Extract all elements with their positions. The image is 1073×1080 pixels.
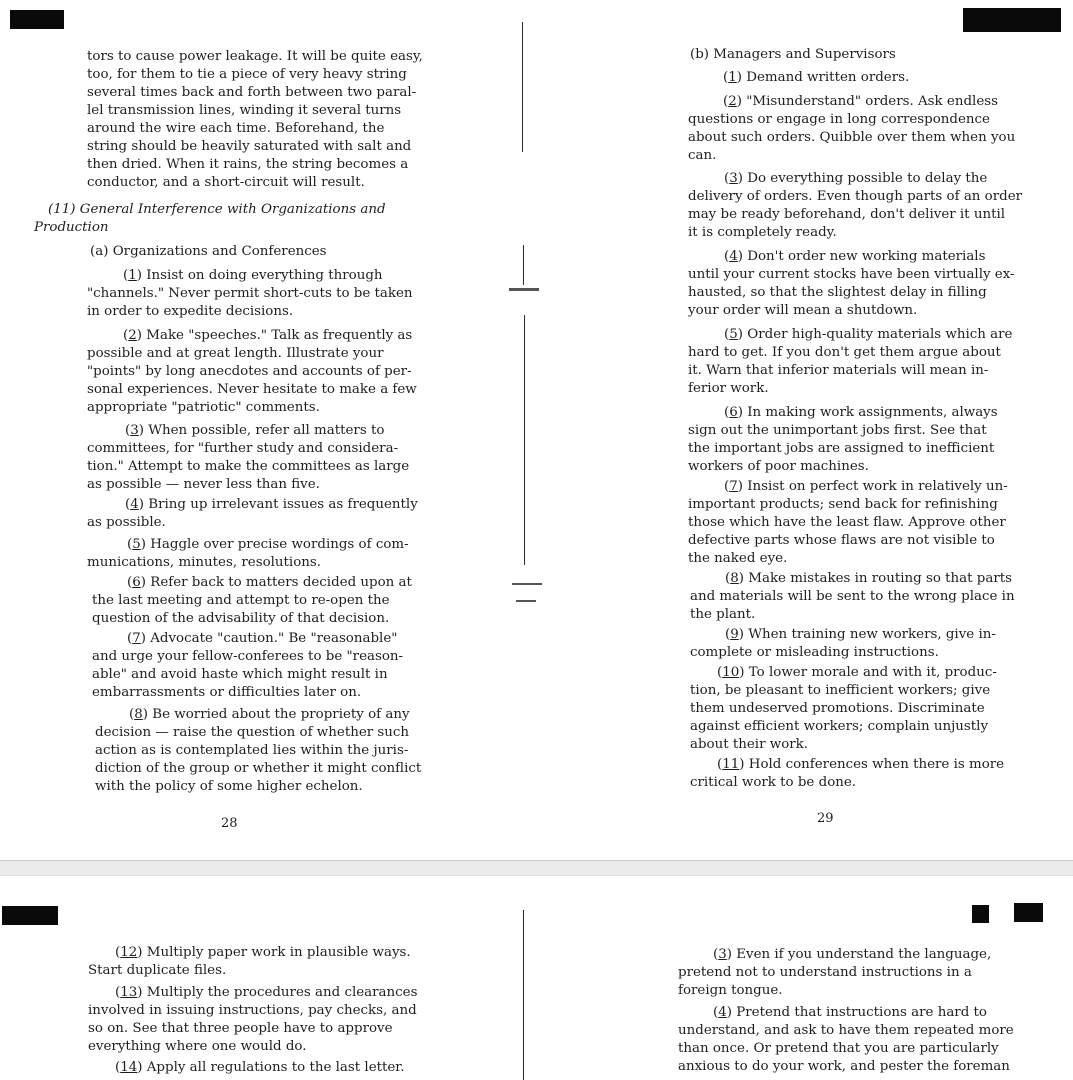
text-line: "channels." Never permit short-cuts to be taken	[87, 286, 413, 301]
text-line: so on. See that three people have to approve	[88, 1021, 393, 1036]
text-line: able" and avoid haste which might result in	[92, 667, 388, 682]
text-line: (6) Refer back to matters decided upon at	[127, 575, 412, 590]
text-line: as possible.	[87, 515, 166, 530]
text-line: committees, for "further study and considera-	[87, 441, 399, 456]
text-line: conductor, and a short-circuit will result.	[87, 175, 365, 190]
text-line: until your current stocks have been virtually ex-	[688, 267, 1015, 282]
text-line: the naked eye.	[688, 551, 788, 566]
text-line: (3) When possible, refer all matters to	[125, 423, 385, 438]
text-line: workers of poor machines.	[688, 459, 869, 474]
subsection-heading: (a) Organizations and Conferences	[90, 244, 327, 259]
text-line: as possible — never less than five.	[87, 477, 320, 492]
text-line: several times back and forth between two paral-	[87, 85, 417, 100]
page-number-left: 28	[221, 816, 238, 831]
text-line: sonal experiences. Never hesitate to make a few	[87, 382, 417, 397]
gutter-line-bottom	[523, 910, 524, 1080]
text-line: tion." Attempt to make the committees as large	[87, 459, 410, 474]
section-heading: (11) General Interference with Organizations and	[48, 202, 386, 217]
text-line: decision — raise the question of whether such	[95, 725, 410, 740]
text-line: it. Warn that inferior materials will mean in-	[688, 363, 989, 378]
text-line: (3) Even if you understand the language,	[713, 947, 992, 962]
scan-artifact	[516, 600, 536, 602]
gutter-line-lower	[524, 315, 525, 565]
gutter-line-top	[522, 22, 523, 152]
text-line: understand, and ask to have them repeated more	[678, 1023, 1014, 1038]
text-line: hausted, so that the slightest delay in filling	[688, 285, 987, 300]
text-line: (1) Demand written orders.	[723, 70, 910, 85]
text-line: "points" by long anecdotes and accounts of per-	[87, 364, 412, 379]
text-line: hard to get. If you don't get them argue about	[688, 345, 1001, 360]
text-line: (8) Be worried about the propriety of any	[129, 707, 410, 722]
text-line: lel transmission lines, winding it several turns	[87, 103, 402, 118]
text-line: (12) Multiply paper work in plausible ways.	[115, 945, 411, 960]
text-line: too, for them to tie a piece of very heavy string	[87, 67, 407, 82]
text-line: and urge your fellow-conferees to be "reason-	[92, 649, 404, 664]
text-line: (3) Do everything possible to delay the	[724, 171, 988, 186]
text-line: tion, be pleasant to inefficient workers; give	[690, 683, 991, 698]
text-line: the last meeting and attempt to re-open the	[92, 593, 390, 608]
redaction-block-top-right	[963, 8, 1061, 32]
text-line: with the policy of some higher echelon.	[95, 779, 363, 794]
text-line: Start duplicate files.	[88, 963, 227, 978]
redaction-block-bottom-right-b	[1014, 903, 1043, 922]
text-line: those which have the least flaw. Approve other	[688, 515, 1006, 530]
text-line: your order will mean a shutdown.	[688, 303, 918, 318]
text-line: anxious to do your work, and pester the foreman	[678, 1059, 1010, 1074]
gutter-line-mid	[523, 245, 524, 285]
text-line: against efficient workers; complain unjustly	[690, 719, 989, 734]
text-line: around the wire each time. Beforehand, the	[87, 121, 385, 136]
text-line: then dried. When it rains, the string becomes a	[87, 157, 409, 172]
text-line: (7) Insist on perfect work in relatively un-	[724, 479, 1008, 494]
page-number-right: 29	[817, 811, 834, 826]
text-line: defective parts whose flaws are not visible to	[688, 533, 995, 548]
text-line: tors to cause power leakage. It will be quite easy,	[87, 49, 423, 64]
text-line: (1) Insist on doing everything through	[123, 268, 383, 283]
text-line: possible and at great length. Illustrate your	[87, 346, 384, 361]
text-line: appropriate "patriotic" comments.	[87, 400, 320, 415]
text-line: (5) Haggle over precise wordings of com-	[127, 537, 409, 552]
scan-artifact	[509, 288, 539, 291]
text-line: sign out the unimportant jobs first. See that	[688, 423, 987, 438]
text-line: string should be heavily saturated with salt and	[87, 139, 412, 154]
text-line: everything where one would do.	[88, 1039, 307, 1054]
text-line: pretend not to understand instructions in a	[678, 965, 972, 980]
text-line: involved in issuing instructions, pay checks, and	[88, 1003, 417, 1018]
text-line: it is completely ready.	[688, 225, 837, 240]
text-line: (4) Don't order new working materials	[724, 249, 986, 264]
text-line: (4) Pretend that instructions are hard to	[713, 1005, 987, 1020]
text-line: (6) In making work assignments, always	[724, 405, 998, 420]
text-line: may be ready beforehand, don't deliver it until	[688, 207, 1006, 222]
text-line: (2) "Misunderstand" orders. Ask endless	[723, 94, 998, 109]
text-line: questions or engage in long correspondence	[688, 112, 990, 127]
text-line: about such orders. Quibble over them when you	[688, 130, 1016, 145]
text-line: critical work to be done.	[690, 775, 857, 790]
text-line: (14) Apply all regulations to the last letter.	[115, 1060, 405, 1075]
page-separator	[0, 860, 1073, 876]
redaction-block-bottom-right-a	[972, 905, 989, 923]
text-line: (13) Multiply the procedures and clearances	[115, 985, 418, 1000]
text-line: (2) Make "speeches." Talk as frequently as	[123, 328, 413, 343]
text-line: action as is contemplated lies within the juris-	[95, 743, 409, 758]
redaction-block-top-left	[10, 10, 64, 29]
text-line: important products; send back for refinishing	[688, 497, 998, 512]
subsection-heading: (b) Managers and Supervisors	[690, 47, 896, 62]
text-line: (8) Make mistakes in routing so that parts	[725, 571, 1013, 586]
text-line: ferior work.	[688, 381, 769, 396]
text-line: them undeserved promotions. Discriminate	[690, 701, 985, 716]
redaction-block-bottom-left	[2, 906, 58, 925]
text-line: (5) Order high-quality materials which are	[724, 327, 1013, 342]
text-line: and materials will be sent to the wrong place in	[690, 589, 1015, 604]
text-line: than once. Or pretend that you are particularly	[678, 1041, 999, 1056]
text-line: the important jobs are assigned to inefficient	[688, 441, 995, 456]
text-line: (4) Bring up irrelevant issues as frequently	[125, 497, 418, 512]
text-line: (9) When training new workers, give in-	[725, 627, 996, 642]
text-line: about their work.	[690, 737, 809, 752]
text-line: (11) Hold conferences when there is more	[717, 757, 1005, 772]
text-line: diction of the group or whether it might conflict	[95, 761, 422, 776]
text-line: embarrassments or difficulties later on.	[92, 685, 362, 700]
text-line: in order to expedite decisions.	[87, 304, 294, 319]
text-line: foreign tongue.	[678, 983, 783, 998]
section-heading: Production	[34, 220, 109, 235]
text-line: (7) Advocate "caution." Be "reasonable"	[127, 631, 398, 646]
text-line: delivery of orders. Even though parts of an order	[688, 189, 1023, 204]
text-line: the plant.	[690, 607, 756, 622]
text-line: complete or misleading instructions.	[690, 645, 939, 660]
text-line: munications, minutes, resolutions.	[87, 555, 322, 570]
scan-artifact	[512, 583, 542, 585]
text-line: (10) To lower morale and with it, produc-	[717, 665, 997, 680]
text-line: can.	[688, 148, 717, 163]
text-line: question of the advisability of that decision.	[92, 611, 390, 626]
